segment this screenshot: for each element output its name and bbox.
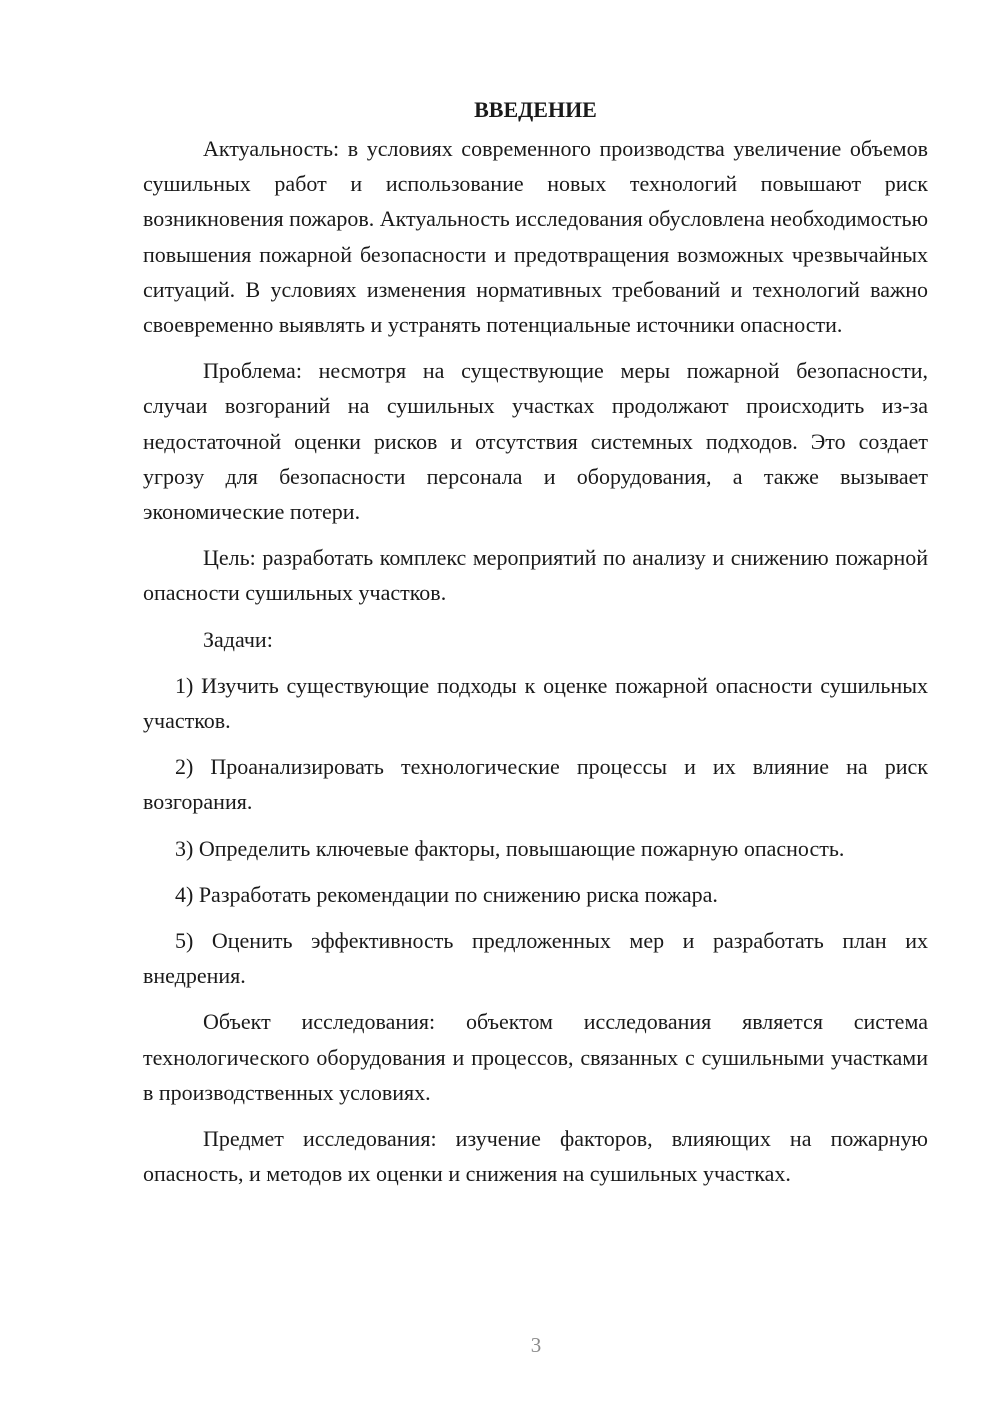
paragraph-problem: Проблема: несмотря на существующие меры пожарной безопасности, случаи возгораний на сушильных участках продолжают происходить из-за недостаточной оценки рисков и отсутствия системных подходов. Это создает угрозу для безопасности персонала и оборудования, а также вызывает экономические потери. bbox=[143, 358, 928, 525]
task-item-2: 2) Проанализировать технологические процессы и их влияние на риск возгорания. bbox=[143, 754, 928, 815]
page-number: 3 bbox=[530, 1333, 542, 1357]
tasks-label: Задачи: bbox=[203, 626, 273, 652]
paragraph-subject: Предмет исследования: изучение факторов, влияющих на пожарную опасность, и методов их оценки и снижения на сушильных участках. bbox=[143, 1126, 928, 1187]
task-item-3: 3) Определить ключевые факторы, повышающие пожарную опасность. bbox=[175, 835, 845, 861]
document-heading: ВВЕДЕНИЕ bbox=[474, 97, 597, 122]
task-item-4: 4) Разработать рекомендации по снижению риска пожара. bbox=[175, 881, 718, 907]
paragraph-goal: Цель: разработать комплекс мероприятий по анализу и снижению пожарной опасности сушильных участков. bbox=[143, 545, 928, 606]
paragraph-relevance: Актуальность: в условиях современного производства увеличение объемов сушильных работ и использование новых технологий повышают риск возникновения пожаров. Актуальность исследования обусловлена необходимостью повышения пожарной безопасности и предотвращения возможных чрезвычайных ситуаций. В условиях изменения нормативных требований и технологий важно своевременно выявлять и устранять потенциальные источники опасности. bbox=[143, 136, 928, 338]
document-page bbox=[143, 92, 928, 1202]
task-item-5: 5) Оценить эффективность предложенных мер и разработать план их внедрения. bbox=[143, 928, 928, 989]
task-item-1: 1) Изучить существующие подходы к оценке пожарной опасности сушильных участков. bbox=[143, 672, 928, 734]
paragraph-object: Объект исследования: объектом исследования является система технологического оборудования и процессов, связанных с сушильными участками в производственных условиях. bbox=[143, 1009, 928, 1105]
